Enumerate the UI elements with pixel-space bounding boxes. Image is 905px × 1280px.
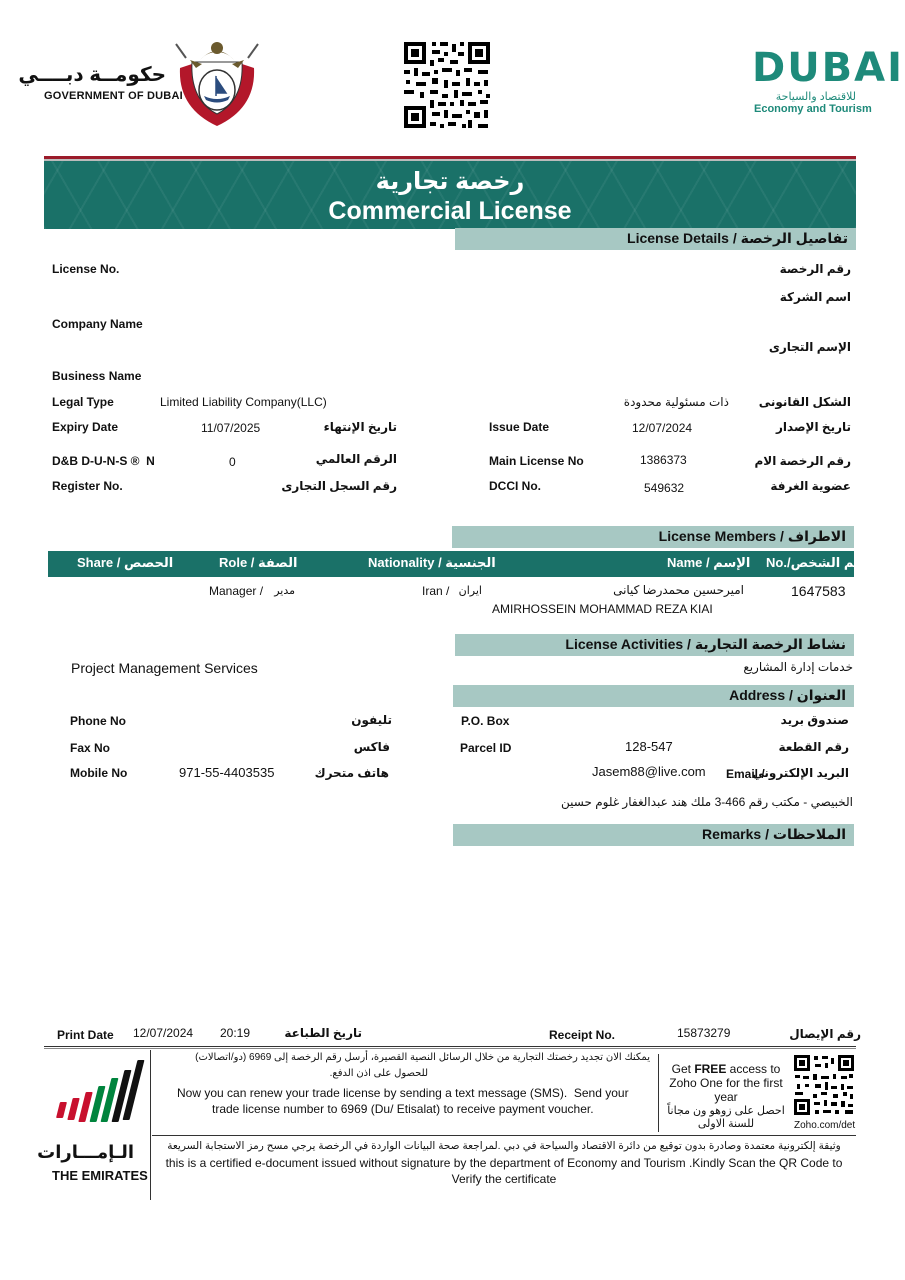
emirates-logo-english: THE EMIRATES	[52, 1168, 148, 1183]
expiry-date-value: 11/07/2025	[201, 421, 261, 435]
main-license-label: Main License No	[489, 454, 584, 468]
main-license-value: 1386373	[640, 453, 687, 467]
dubai-wordmark: DUBAI	[752, 45, 905, 91]
duns-label: D&B D-U-N-S ® N	[52, 454, 155, 468]
certification-notice	[156, 1140, 852, 1186]
sms-notice-ar-line1: يمكنك الان تجديد رخصتك التجارية من خلال الرسائل النصية القصيرة، أرسل رقم الرخصة إلى 6969 (دو/اتصالات)	[195, 1052, 650, 1063]
members-table-header	[48, 551, 871, 577]
expiry-date-label: Expiry Date	[52, 420, 119, 434]
print-date-label: Print Date	[57, 1028, 114, 1042]
dcci-label: DCCI No.	[489, 479, 541, 493]
the-emirates-logo	[37, 1058, 148, 1188]
legal-type-value: Limited Liability Company(LLC)	[160, 395, 327, 409]
certification-ar: وثيقة إلكترونية معتمدة وصادرة بدون توقيع من دائرة الاقتصاد والسياحة في دبي .لمراجعة صحة البيانات الواردة في الرخصة يرجي مسح رمز الاستجابة السريعة	[167, 1140, 841, 1152]
footer-rule-lower	[152, 1135, 856, 1136]
mobile-value: 971-55-4403535	[179, 765, 275, 780]
member-name-en: AMIRHOSSEIN MOHAMMAD REZA KIAI	[492, 602, 713, 616]
mobile-label-ar: هاتف متحرك	[314, 766, 389, 780]
sms-renewal-notice	[160, 1052, 650, 1132]
zoho-line3: year	[714, 1090, 738, 1104]
activity-english: Project Management Services	[71, 660, 258, 676]
zoho-url[interactable]: Zoho.com/det	[794, 1120, 856, 1131]
parcel-id-value: 128-547	[625, 739, 673, 754]
phone-label: Phone No	[70, 714, 126, 728]
email-label-ar: البريد الإلكتروني	[752, 766, 849, 780]
banner-title-english: Commercial License	[328, 197, 572, 225]
duns-label-ar: الرقم العالمي	[315, 452, 397, 466]
col-no: No./رقم الشخص	[766, 555, 871, 570]
col-role: Role / الصفة	[219, 555, 298, 570]
footer-divider-left	[150, 1050, 151, 1200]
zoho-line2: Zoho One for the first	[669, 1076, 783, 1090]
address-title: Address / العنوان	[729, 687, 846, 703]
print-date-value: 12/07/2024	[133, 1026, 194, 1040]
main-license-label-ar: رقم الرخصة الام	[754, 454, 851, 468]
expiry-date-label-ar: تاريخ الإنتهاء	[323, 420, 397, 434]
license-details-title: License Details / تفاصيل الرخصة	[627, 230, 848, 246]
legal-type-label-ar: الشكل القانونى	[758, 395, 851, 409]
parcel-id-label: Parcel ID	[460, 741, 512, 755]
certification-en-line1: this is a certified e-document issued without signature by the department of Economy and Tourism .Kindly Scan the QR Code to	[165, 1156, 843, 1170]
emirates-logo-arabic: الـإمـــارات	[37, 1142, 134, 1162]
verification-qr-code-icon[interactable]	[402, 40, 492, 130]
col-name: Name / الإسم	[667, 555, 751, 570]
fax-label: Fax No	[70, 741, 111, 755]
zoho-line-ar-1: احصل على زوهو ون مجاناً	[667, 1105, 785, 1117]
business-name-label: Business Name	[52, 369, 142, 383]
gov-name-english: GOVERNMENT OF DUBAI	[44, 90, 183, 102]
license-details-header	[455, 228, 856, 250]
table-row	[48, 578, 854, 620]
fax-label-ar: فاكس	[353, 740, 390, 754]
po-box-label-ar: صندوق بريد	[780, 713, 849, 727]
footer-rule	[44, 1046, 856, 1047]
member-nationality: Iran /	[422, 584, 450, 598]
col-nationality: Nationality / الجنسية	[368, 555, 496, 570]
email-value[interactable]: Jasem88@live.com	[592, 764, 706, 779]
license-members-title: License Members / الاطراف	[658, 528, 846, 544]
zoho-line1	[662, 1062, 790, 1076]
member-name-ar: اميرحسين محمدرضا كيانى	[613, 583, 744, 597]
license-no-label-ar: رقم الرخصة	[779, 262, 851, 276]
license-activities-title: License Activities / نشاط الرخصة التجارية	[565, 636, 846, 652]
member-role: Manager /	[209, 584, 264, 598]
zoho-promo[interactable]	[662, 1062, 790, 1134]
footer-rule-secondary	[44, 1048, 856, 1049]
company-name-label-ar: اسم الشركة	[779, 290, 851, 304]
po-box-label: P.O. Box	[461, 714, 510, 728]
issue-date-label-ar: تاريخ الإصدار	[775, 420, 851, 434]
certification-en-line2: Verify the certificate	[451, 1172, 557, 1186]
license-banner	[44, 161, 856, 229]
gov-name-arabic: حكومــة دبــــي	[18, 64, 166, 86]
parcel-id-label-ar: رقم القطعة	[778, 740, 849, 754]
register-no-label: Register No.	[52, 479, 123, 493]
col-share: Share / الحصص	[77, 555, 174, 570]
register-no-label-ar: رقم السجل التجارى	[281, 479, 397, 493]
zoho-line1-pre: Get	[671, 1062, 695, 1076]
dubai-economy-tourism-logo	[752, 45, 905, 118]
dubai-logo-arabic: للاقتصاد والسياحة	[775, 91, 856, 103]
remarks-header	[453, 824, 854, 846]
zoho-qr-code-icon[interactable]	[793, 1054, 855, 1116]
issue-date-label: Issue Date	[489, 420, 550, 434]
phone-label-ar: تليفون	[351, 713, 392, 727]
print-date-label-ar: تاريخ الطباعة	[284, 1026, 362, 1040]
dcci-value: 549632	[644, 481, 685, 495]
issue-date-value: 12/07/2024	[632, 421, 693, 435]
member-nationality-ar: ايران	[458, 585, 482, 597]
sms-notice-en-line1: Now you can renew your trade license by sending a text message (SMS). Send your	[177, 1086, 629, 1100]
business-name-label-ar: الإسم التجارى	[768, 340, 851, 354]
member-role-ar: مدير	[274, 585, 295, 597]
legal-type-value-ar: ذات مسئولية محدودة	[623, 395, 729, 409]
member-no: 1647583	[791, 583, 846, 599]
address-header	[453, 685, 854, 707]
remarks-title: Remarks / الملاحظات	[702, 826, 846, 842]
dubai-logo-english: Economy and Tourism	[754, 103, 872, 115]
banner-title-arabic: رخصة تجارية	[375, 168, 525, 195]
mobile-label: Mobile No	[70, 766, 128, 780]
legal-type-label: Legal Type	[52, 395, 114, 409]
sms-notice-ar-line2: للحصول على اذن الدفع.	[329, 1068, 428, 1079]
receipt-label: Receipt No.	[549, 1028, 616, 1042]
footer-divider-mid	[658, 1054, 659, 1132]
license-activities-header	[455, 634, 854, 656]
company-name-label: Company Name	[52, 317, 143, 331]
zoho-line-ar-2: للسنة الاولى	[697, 1118, 755, 1130]
print-time-value: 20:19	[220, 1026, 251, 1040]
government-of-dubai-logo	[18, 60, 183, 110]
sms-notice-en-line2: trade license number to 6969 (Du/ Etisalat) to receive payment voucher.	[212, 1102, 594, 1116]
receipt-value: 15873279	[677, 1026, 731, 1040]
duns-value: 0	[229, 455, 236, 469]
email-label: Email /	[726, 767, 765, 781]
zoho-line1-bold: FREE	[694, 1062, 727, 1076]
address-line-ar: الخبيصي - مكتب رقم 466-3 ملك هند عبدالغفار غلوم حسين	[561, 795, 853, 809]
activity-arabic: خدمات إدارة المشاريع	[743, 660, 853, 674]
dcci-label-ar: عضوية الغرفة	[770, 479, 851, 493]
receipt-label-ar: رقم الإيصال	[789, 1027, 861, 1041]
dubai-emblem-icon	[172, 38, 262, 130]
license-members-header	[452, 526, 854, 548]
license-no-label: License No.	[52, 262, 120, 276]
zoho-line1-post: access to	[726, 1062, 781, 1076]
